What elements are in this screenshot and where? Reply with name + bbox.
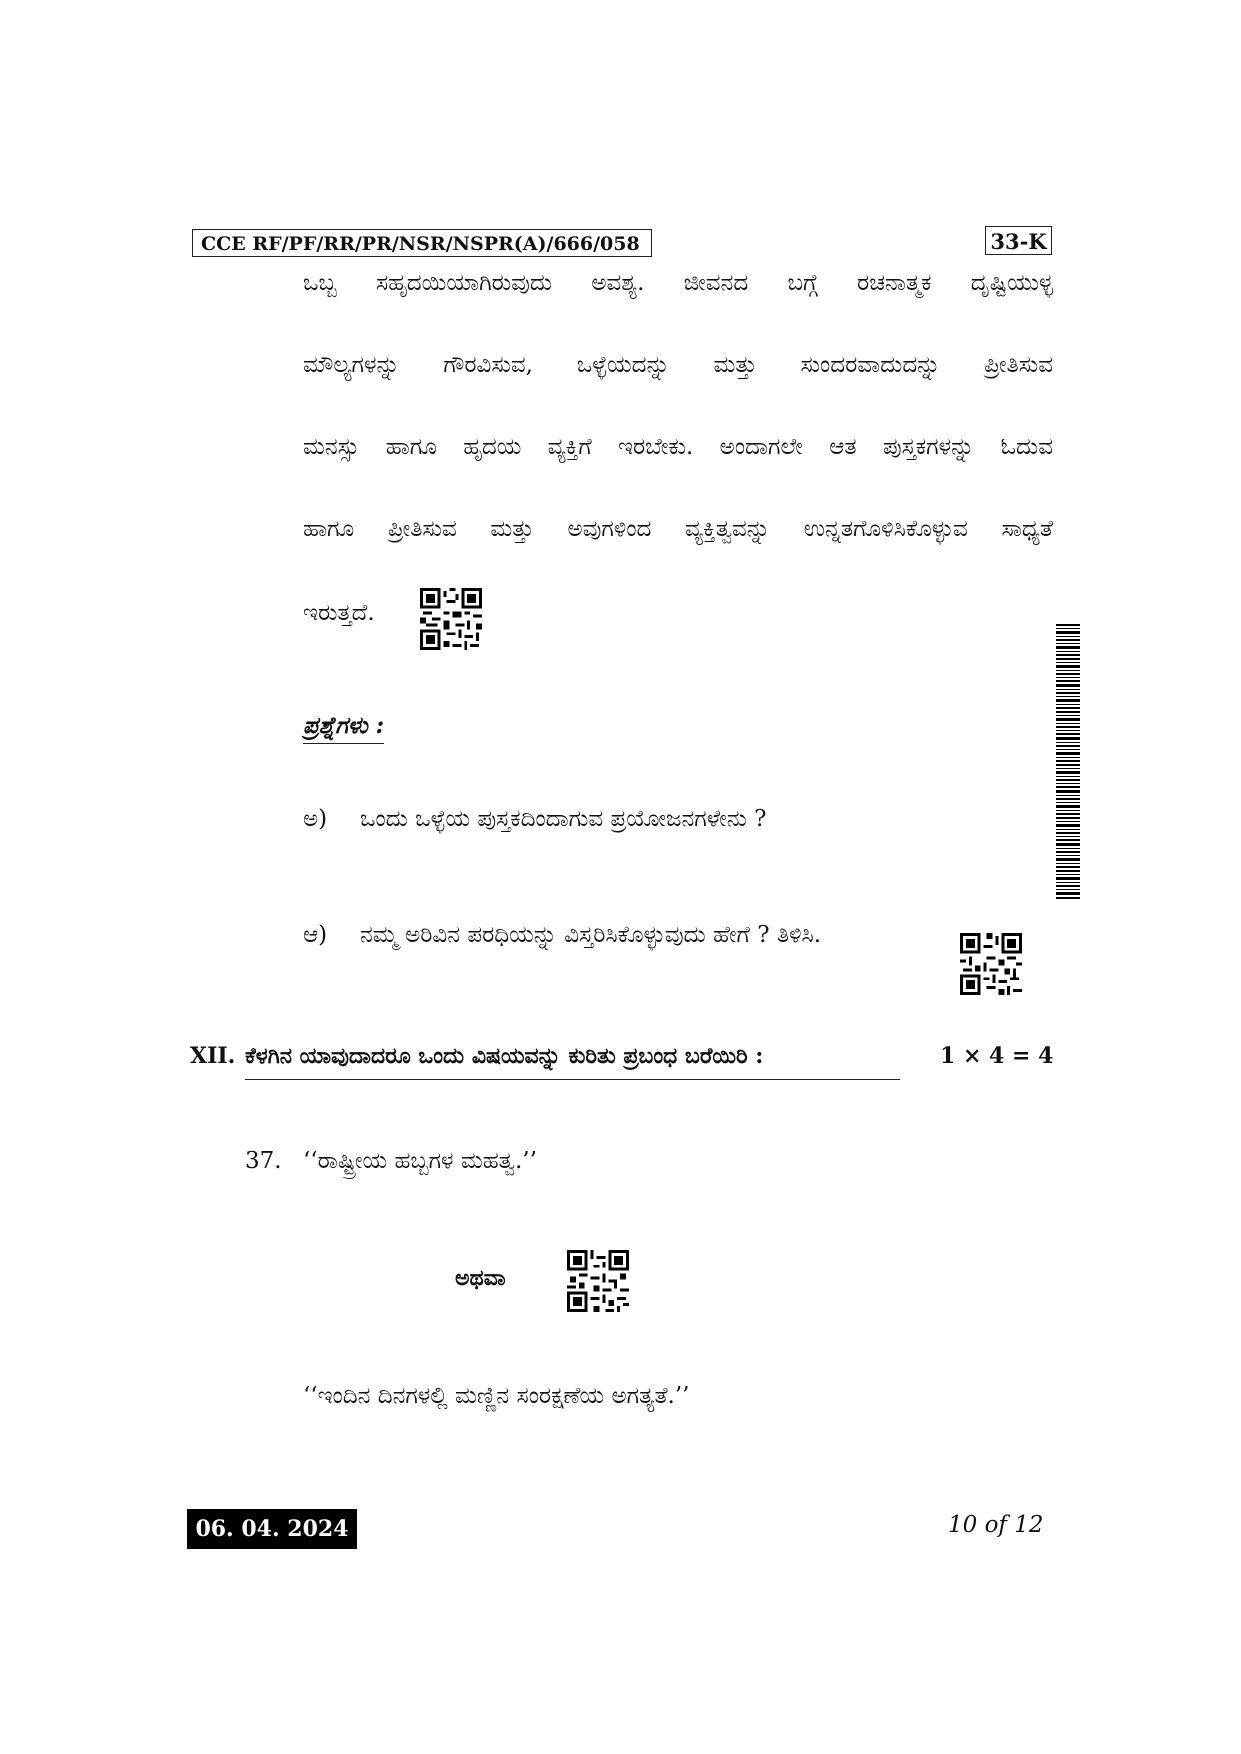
passage-line-2: ಮೌಲ್ಯಗಳನ್ನು ಗೌರವಿಸುವ, ಒಳ್ಳೆಯದನ್ನು ಮತ್ತು ಸುಂದರವಾದುದನ್ನು ಪ್ರೀತಿಸುವ <box>303 352 1053 378</box>
exam-date-badge: 06. 04. 2024 <box>187 1509 357 1549</box>
or-label: ಅಥವಾ <box>455 1265 506 1291</box>
qr-code-icon <box>567 1250 629 1312</box>
essay-topic-1: ‘‘ರಾಷ್ಟ್ರೀಯ ಹಬ್ಬಗಳ ಮಹತ್ವ.’’ <box>303 1148 537 1174</box>
passage-line-3: ಮನಸ್ಸು ಹಾಗೂ ಹೃದಯ ವ್ಯಕ್ತಿಗೆ ಇರಬೇಕು. ಅಂದಾಗಲೇ ಆತ ಪುಸ್ತಕಗಳನ್ನು ಓದುವ <box>303 434 1053 460</box>
paper-code: 33-K <box>985 226 1052 255</box>
questions-heading: ಪ್ರಶ್ನೆಗಳು : <box>303 712 384 744</box>
qr-code-icon <box>960 933 1022 995</box>
question-a-label: ಅ) <box>303 806 328 832</box>
barcode-icon <box>1056 624 1080 899</box>
page-number: 10 of 12 <box>948 1512 1044 1538</box>
qr-code-icon <box>420 588 482 650</box>
passage-line-4: ಹಾಗೂ ಪ್ರೀತಿಸುವ ಮತ್ತು ಅವುಗಳಿಂದ ವ್ಯಕ್ತಿತ್ವವನ್ನು ಉನ್ನತಗೊಳಿಸಿಕೊಳ್ಳುವ ಸಾಧ್ಯತೆ <box>303 516 1053 542</box>
essay-number: 37. <box>245 1148 282 1174</box>
section-marks: 1 × 4 = 4 <box>940 1043 1054 1069</box>
question-b-text: ನಮ್ಮ ಅರಿವಿನ ಪರಧಿಯನ್ನು ವಿಸ್ತರಿಸಿಕೊಳ್ಳುವುದು ಹೇಗೆ ? ತಿಳಿಸಿ. <box>360 922 822 948</box>
question-a-text: ಒಂದು ಒಳ್ಳೆಯ ಪುಸ್ತಕದಿಂದಾಗುವ ಪ್ರಯೋಜನಗಳೇನು ? <box>360 806 767 832</box>
passage-line-1: ಒಬ್ಬ ಸಹೃದಯಿಯಾಗಿರುವುದು ಅವಶ್ಯ. ಜೀವನದ ಬಗ್ಗೆ ರಚನಾತ್ಮಕ ದೃಷ್ಟಿಯುಳ್ಳ <box>303 270 1053 296</box>
question-b-label: ಆ) <box>303 922 328 948</box>
essay-topic-2: ‘‘ಇಂದಿನ ದಿನಗಳಲ್ಲಿ ಮಣ್ಣಿನ ಸಂರಕ್ಷಣೆಯ ಅಗತ್ಯತೆ.’’ <box>303 1383 690 1409</box>
section-title: ಕೆಳಗಿನ ಯಾವುದಾದರೂ ಒಂದು ವಿಷಯವನ್ನು ಕುರಿತು ಪ್ರಬಂಧ ಬರೆಯಿರಿ : <box>245 1043 900 1080</box>
passage-last-line: ಇರುತ್ತದೆ. <box>303 600 375 626</box>
exam-code: CCE RF/PF/RR/PR/NSR/NSPR(A)/666/058 <box>192 229 652 257</box>
section-number: XII. <box>190 1043 236 1069</box>
